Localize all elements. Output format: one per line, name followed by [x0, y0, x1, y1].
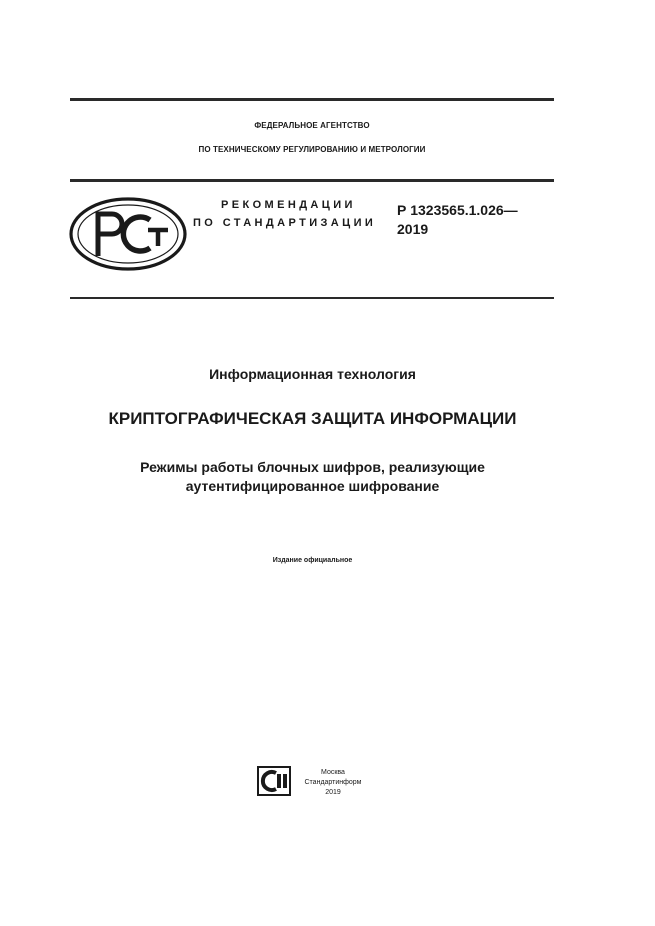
publisher-year: 2019 [325, 789, 341, 796]
agency-name-line-2: ПО ТЕХНИЧЕСКОМУ РЕГУЛИРОВАНИЮ И МЕТРОЛОГИИ [198, 145, 426, 154]
subtitle-line-2: аутентифицированное шифрование [185, 478, 440, 494]
subject-heading: Информационная технология [209, 366, 416, 382]
document-number: Р 1323565.1.026— [397, 202, 518, 218]
standartinform-logo-icon [257, 766, 291, 796]
lower-rule [70, 297, 554, 299]
middle-rule [70, 179, 554, 182]
main-title: КРИПТОГРАФИЧЕСКАЯ ЗАЩИТА ИНФОРМАЦИИ [108, 409, 517, 428]
gost-r-emblem-icon [68, 196, 188, 272]
publisher-block [293, 768, 373, 798]
agency-name-line-1: ФЕДЕРАЛЬНОЕ АГЕНТСТВО [254, 121, 370, 130]
doc-type-line-2: ПО СТАНДАРТИЗАЦИИ [193, 217, 377, 229]
publisher-name: Стандартинформ [304, 779, 362, 786]
subtitle [40, 458, 585, 496]
document-year: 2019 [397, 221, 429, 237]
subtitle-line-1: Режимы работы блочных шифров, реализующие [140, 459, 485, 475]
top-rule [70, 98, 554, 101]
doc-type-line-1: РЕКОМЕНДАЦИИ [221, 199, 356, 211]
publisher-city: Москва [321, 769, 345, 776]
edition-note: Издание официальное [272, 557, 353, 564]
